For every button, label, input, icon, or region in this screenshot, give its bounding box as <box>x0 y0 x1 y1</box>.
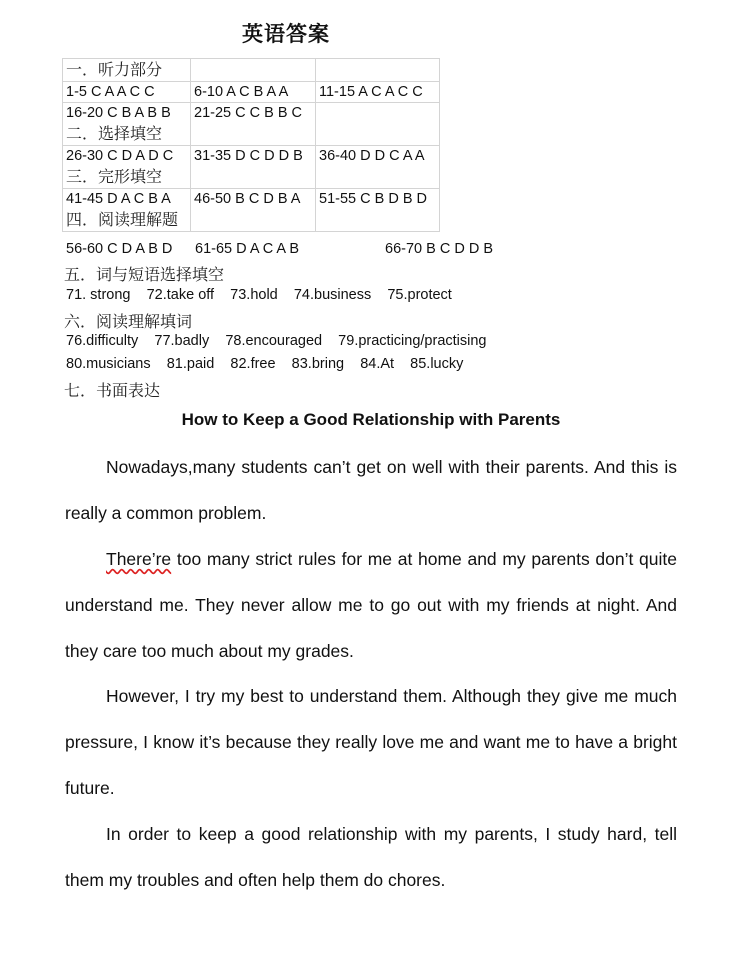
essay-paragraph: In order to keep a good relationship with my parents, I study hard, tell them my troubles and often help them do chores. <box>65 824 677 890</box>
answer-cell: 36-40 D D C A A <box>316 146 440 189</box>
table-row <box>63 59 440 82</box>
answer-table <box>62 58 440 232</box>
answer-line: 66-70 B C D D B <box>385 241 493 257</box>
answer-cell: 1-5 C A A C C <box>63 82 191 103</box>
answer-line: 61-65 D A C A B <box>195 241 299 257</box>
table-row <box>63 103 440 146</box>
answer-cell: 6-10 A C B A A <box>191 82 316 103</box>
section-heading-choice: 二．选择填空 <box>66 124 163 143</box>
answer-cell: 46-50 B C D B A <box>191 189 316 232</box>
section-heading-vocab: 五．词与短语选择填空 <box>64 265 225 284</box>
answer-cell: 51-55 C B D B D <box>316 189 440 232</box>
essay-paragraph: Nowadays,many students can’t get on well with their parents. And this is really a common problem. <box>65 457 677 523</box>
answer-cell: 26-30 C D A D C <box>66 148 174 164</box>
essay-paragraph: However, I try my best to understand them. Although they give me much pressure, I know it’s because they really love me and want me to have a bright future. <box>65 686 677 798</box>
answer-cell: 16-20 C B A B B <box>66 105 171 121</box>
table-row <box>63 146 440 189</box>
page-title: 英语答案 <box>242 21 330 46</box>
answer-cell: 11-15 A C A C C <box>316 82 440 103</box>
answer-line: 56-60 C D A B D <box>66 241 173 257</box>
vocab-line: 80.musicians 81.paid 82.free 83.bring 84.At 85.lucky <box>66 356 464 372</box>
section-heading-cloze: 三．完形填空 <box>66 167 163 186</box>
vocab-line: 71. strong 72.take off 73.hold 74.business 75.protect <box>66 287 452 303</box>
section-heading-listening: 一．听力部分 <box>66 60 163 79</box>
essay-paragraph: There’re too many strict rules for me at home and my parents don’t quite understand me. They never allow me to go out with my friends at night. And they care too much about my grades. <box>65 549 677 661</box>
answer-cell: 41-45 D A C B A <box>66 191 171 207</box>
table-row <box>63 82 440 103</box>
table-row <box>63 189 440 232</box>
answer-cell: 21-25 C C B B C <box>191 103 316 146</box>
section-heading-writing: 七．书面表达 <box>64 381 161 400</box>
essay-title: How to Keep a Good Relationship with Parents <box>181 410 561 429</box>
spellcheck-word: There’re <box>106 549 172 569</box>
section-heading-reading: 四．阅读理解题 <box>66 210 179 229</box>
vocab-line: 76.difficulty 77.badly 78.encouraged 79.practicing/practising <box>66 333 487 349</box>
answer-cell: 31-35 D C D D B <box>191 146 316 189</box>
section-heading-fill: 六．阅读理解填词 <box>64 312 193 331</box>
